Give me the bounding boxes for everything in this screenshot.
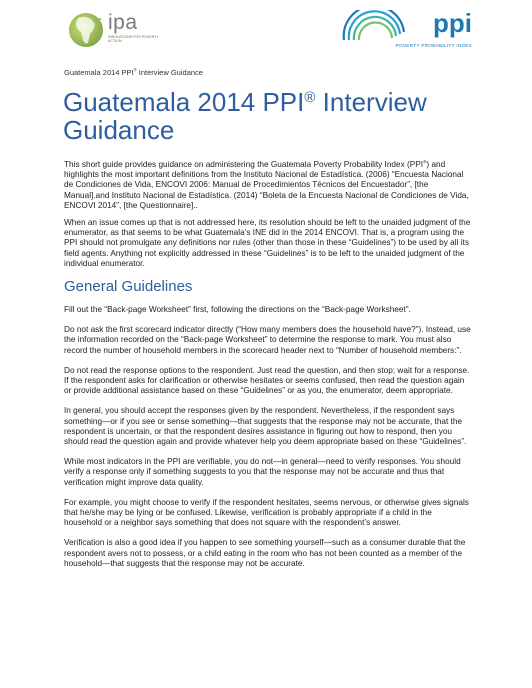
ppi-logo-text: ppi bbox=[433, 8, 472, 38]
ppi-arcs-icon bbox=[340, 10, 410, 44]
running-head-registered-mark: ® bbox=[133, 67, 137, 73]
page-header bbox=[64, 8, 472, 58]
ppi-logo bbox=[332, 8, 472, 58]
intro-p1-b: ) and highlights the most important definitions from the Instituto Nacional de Estadística. (2006) “Encuesta Nacional de Condiciones de Vida, ENCOVI 2006: Manual de Procedimientos Técnicos del Encuestador”, [the Manual].and Instituto Nacional de Estadística. (2014) “Boleta de la Encuesta Nacional de Condiciones de Vida, ENCOVI 2014”, [the Questionnaire].. bbox=[64, 160, 469, 210]
intro-paragraph-1 bbox=[64, 160, 472, 211]
africa-globe-icon bbox=[64, 10, 108, 50]
intro-p1-a: This short guide provides guidance on administering the Guatemala Poverty Probability Index (PPI bbox=[64, 160, 424, 169]
ipa-logo-text: ipa bbox=[108, 11, 138, 34]
guideline-paragraph: Do not read the response options to the respondent. Just read the question, and then stop; wait for a response. If the respondent asks for clarification or otherwise hesitates or seems confused, then read the question again or provide additional assistance based on these “Guidelines” or as you, the enumerator, deem appropriate. bbox=[64, 365, 470, 396]
title-registered-mark: ® bbox=[304, 89, 316, 106]
running-head-text: Guatemala 2014 PPI bbox=[64, 68, 134, 77]
guideline-paragraph: In general, you should accept the responses given by the respondent. Nevertheless, if the respondent says something—or if you see or sense something—that suggests that the response may not be accurate, that the respondent is uncertain, or that the respondent desires assistance in figuring out how to respond, then you should read the question again and provide whatever help you deem appropriate based on these “Guidelines”. bbox=[64, 406, 467, 447]
guideline-paragraph: While most indicators in the PPI are verifiable, you do not—in general—need to verify responses. You should verify a response only if something suggests to you that the response may not be accurate and thus that verification might improve data quality. bbox=[64, 457, 461, 487]
guideline-paragraph: Verification is also a good idea if you happen to see something yourself—such as a consumer durable that the respondent avers not to possess, or a child eating in the room who has not been counted as a member of the household—that suggests that the response may not be accurate. bbox=[64, 538, 466, 568]
running-head bbox=[64, 68, 203, 77]
intro-paragraph-2: When an issue comes up that is not addressed here, its resolution should be left to the unaided judgment of the enumerator, as that seems to be what Guatemala’s INE did in the 2014 ENCOVI. That is, a program using the PPI should not promulgate any definitions nor rules (other than those in these “Guidelines”) to be used by all its field agents. Anything not explicitly addressed in these “Guidelines” is to be left to the unaided judgment of the individual enumerator. bbox=[64, 218, 471, 268]
guideline-paragraph: Fill out the “Back-page Worksheet” first, following the directions on the “Back-page Worksheet”. bbox=[64, 305, 411, 315]
ipa-tagline: INNOVATIONS FOR POVERTY ACTION bbox=[108, 35, 159, 44]
section-heading-general-guidelines: General Guidelines bbox=[64, 278, 193, 296]
document-body bbox=[64, 160, 472, 579]
page-title bbox=[63, 88, 483, 144]
intro-registered-mark: ® bbox=[423, 159, 427, 165]
title-part2: Interview Guidance bbox=[63, 87, 427, 145]
running-head-rest: Interview Guidance bbox=[136, 68, 203, 77]
title-part1: Guatemala 2014 PPI bbox=[63, 87, 305, 117]
ipa-logo bbox=[64, 8, 174, 56]
guideline-paragraph: Do not ask the first scorecard indicator directly (“How many members does the household have?”). Instead, use the information recorded on the “Back-page Worksheet” to determine the response to mark. You must also record the number of household members in the scorecard header next to “Number of household members:”. bbox=[64, 325, 471, 355]
guideline-paragraph: For example, you might choose to verify if the respondent hesitates, seems nervous, or otherwise gives signals that he/she may be lying or be confused. Likewise, verification is probably appropriate if a child in the household or a neighbor says something that does not square with the respondent’s answer. bbox=[64, 497, 469, 528]
ppi-tagline: POVERTY PROBABILITY INDEX bbox=[395, 44, 472, 49]
